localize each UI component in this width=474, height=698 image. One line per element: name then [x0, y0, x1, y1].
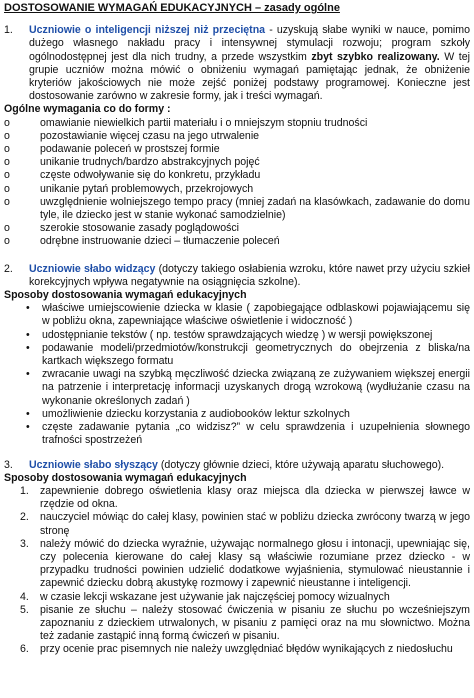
list-marker: o: [4, 156, 10, 169]
list-item-text: zapewnienie dobrego oświetlenia klasy oraz miejsca dla dziecka w pierwszej ławce w rzędzie od okna.: [40, 484, 470, 511]
list-item-text: uwzględnienie wolniejszego tempo pracy (mniej zadań na klasówkach, zadawanie do domu tyle, ile dziecko jest w stanie wykonać samodzielnie): [40, 195, 470, 222]
list-marker: o: [4, 195, 10, 208]
list-marker: o: [4, 143, 10, 156]
list-item-text: podawanie poleceń w prostszej formie: [40, 143, 220, 156]
list-item: [4, 342, 470, 368]
list-item: [4, 604, 470, 644]
subheading-methods: Sposoby dostosowania wymagań edukacyjnych: [4, 471, 247, 484]
bullet-marker: •: [26, 368, 30, 381]
hearing-methods-list: [4, 485, 470, 657]
list-item: [4, 329, 470, 342]
list-item-text: odrębne instruowanie dzieci – tłumaczenie poleceń: [40, 235, 280, 248]
list-marker: o: [4, 129, 10, 142]
section-3: [4, 459, 470, 472]
list-item-text: zwracanie uwagi na szybką męczliwość dziecka związaną ze zużywaniem większej energii na patrzenie i interpretację informacji uzyskanych drogą wzrokową (wydłużanie czasu na wykonanie określonych zadań ): [42, 368, 470, 407]
bullet-marker: •: [26, 328, 30, 341]
list-item: [4, 368, 470, 408]
list-number: 3.: [20, 537, 29, 550]
document-title: DOSTOSOWANIE WYMAGAŃ EDUKACYJNYCH – zasady ogólne: [4, 2, 340, 14]
list-item: [4, 643, 470, 656]
list-item: [4, 169, 470, 182]
section-1: [4, 24, 470, 103]
bullet-marker: •: [26, 407, 30, 420]
list-number: 1.: [20, 484, 29, 497]
list-item-text: unikanie trudnych/bardzo abstrakcyjnych pojęć: [40, 156, 260, 169]
list-item: [4, 302, 470, 328]
list-item: [4, 130, 470, 143]
list-marker: o: [4, 169, 10, 182]
list-item-text: pozostawianie więcej czasu na jego utrwalenie: [40, 129, 260, 142]
bullet-marker: •: [26, 421, 30, 434]
section-number: 3.: [4, 458, 13, 471]
list-marker: o: [4, 182, 10, 195]
section-heading: Uczniowie słabo widzący: [29, 262, 156, 275]
section-2: [4, 263, 470, 289]
list-item: [4, 196, 470, 222]
list-marker: o: [4, 235, 10, 248]
vision-methods-list: [4, 302, 470, 447]
list-item-text: w czasie lekcji wskazane jest używanie jak najczęściej pomocy wizualnych: [40, 590, 390, 603]
list-item-text: umożliwienie dziecku korzystania z audiobooków lektur szkolnych: [42, 407, 350, 420]
list-item-text: częste odwoływanie się do konkretu, przykładu: [40, 169, 261, 182]
list-item-text: szerokie stosowanie zasady poglądowości: [40, 222, 240, 235]
list-item: [4, 235, 470, 248]
list-item: [4, 183, 470, 196]
list-item: [4, 143, 470, 156]
list-item: [4, 222, 470, 235]
list-item-text: przy ocenie prac pisemnych nie należy uwzględniać błędów wynikających z niedosłuchu: [40, 643, 453, 656]
document-page: [4, 2, 470, 657]
list-marker: o: [4, 222, 10, 235]
list-item-text: podawanie modeli/przedmiotów/konstrukcji geometrycznych do obejrzenia z bliska/na kartkach większego formatu: [42, 341, 470, 368]
list-item-text: właściwe umiejscowienie dziecka w klasie ( zapobiegające odblaskowi pojawiającemu się w pobliżu okna, zapewniające właściwe oświetlenie i widoczność ): [42, 302, 470, 328]
section-intro: Uczniowie słabo widzący (dotyczy takiego osłabienia wzroku, które nawet przy użyciu szkieł korekcyjnych wpływa negatywnie na osiągnięcia szkolne).: [29, 262, 471, 288]
list-item-text: pisanie ze słuchu – należy stosować ćwiczenia w pisaniu ze słuchu po wcześniejszym zapoznaniu z dzieckiem utrwalonych, w pisaniu z pamięci oraz na mu słownictwo. Można też zadanie zastąpić inną formą ćwiczeń w pisaniu.: [40, 603, 470, 643]
subheading-methods: Sposoby dostosowania wymagań edukacyjnych: [4, 289, 247, 302]
list-item: [4, 408, 470, 421]
list-item-text: nauczyciel mówiąc do całej klasy, powinien stać w pobliżu dziecka zwrócony twarzą w jego stronę: [40, 511, 470, 537]
list-item-text: omawianie niewielkich partii materiału i o mniejszym stopniu trudności: [40, 116, 368, 129]
list-item: [4, 421, 470, 447]
section-intro: Uczniowie o inteligencji niższej niż przeciętna - uzyskują słabe wyniki w nauce, pomimo dużego własnego nakładu pracy i intensywnej stymulacji rozwoju; program szkoły ogólnodostępnej jest dla nich trudny, a przede wszystkim zbyt szybko realizowany. W tej grupie uczniów można mówić o obniżeniu wymagań pamiętając jednak, że obniżenie kryteriów jakościowych nie może zejść poniżej podstawy programowej. Konieczne jest dostosowanie zarówno w zakresie formy, jak i treści wymagań.: [29, 24, 470, 103]
list-item: [4, 485, 470, 511]
list-item: [4, 591, 470, 604]
section-number: 2.: [4, 262, 13, 275]
list-number: 5.: [20, 603, 29, 616]
section-number: 1.: [4, 24, 13, 37]
list-item: [4, 511, 470, 537]
list-marker: o: [4, 116, 10, 129]
bullet-marker: •: [26, 302, 30, 315]
bullet-marker: •: [26, 341, 30, 354]
list-number: 2.: [20, 511, 29, 524]
form-requirements-list: [4, 117, 470, 249]
list-number: 4.: [20, 590, 29, 603]
section-intro: Uczniowie słabo słyszący (dotyczy głównie dzieci, które używają aparatu słuchowego).: [29, 458, 445, 471]
section-heading: Uczniowie o inteligencji niższej niż przeciętna: [29, 24, 266, 37]
list-item: [4, 117, 470, 130]
list-item: [4, 156, 470, 169]
list-item-text: częste zadawanie pytania „co widzisz?” w celu sprawdzenia i uzupełnienia słownego trafności spostrzeżeń: [42, 421, 470, 447]
list-item-text: udostępnianie tekstów ( np. testów sprawdzających wiedzę ) w wersji powiększonej: [42, 328, 433, 341]
list-number: 6.: [20, 643, 29, 656]
list-item: [4, 538, 470, 591]
list-item-text: należy mówić do dziecka wyraźnie, używając normalnego głosu i intonacji, upewniając się, czy polecenia kierowane do całej klasy są właściwie rozumiane przez dziecko - w przypadku trudności powinien udzielić dodatkowe wyjaśnienia, stymulować nieustannie i zapewnić dziecku dobrą akustykę rozmowy i zapewnić nieustanne i inteligencji.: [40, 537, 470, 590]
section-heading: Uczniowie słabo słyszący: [29, 458, 158, 471]
subheading-form: Ogólne wymagania co do formy :: [4, 103, 171, 116]
list-item-text: unikanie pytań problemowych, przekrojowych: [40, 182, 254, 195]
